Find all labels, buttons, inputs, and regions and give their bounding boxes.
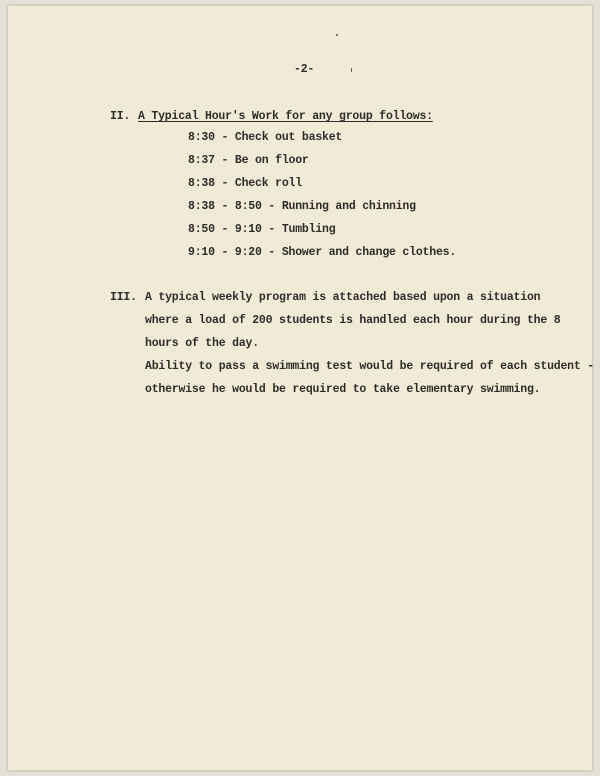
schedule-item: 9:10 - 9:20 - Shower and change clothes. <box>188 246 457 259</box>
paragraph-line: A typical weekly program is attached based upon a situation <box>145 291 541 304</box>
schedule-item: 8:38 - Check roll <box>188 177 302 190</box>
paragraph-line: otherwise he would be required to take elementary swimming. <box>145 383 541 396</box>
paragraph-line: Ability to pass a swimming test would be required of each student - <box>145 360 594 373</box>
paper-speck <box>351 68 352 72</box>
schedule-item: 8:37 - Be on floor <box>188 154 309 167</box>
schedule-item: 8:50 - 9:10 - Tumbling <box>188 223 336 236</box>
paper-speck <box>336 34 338 36</box>
section-ii-heading: A Typical Hour's Work for any group follows: <box>138 110 433 123</box>
schedule-item: 8:38 - 8:50 - Running and chinning <box>188 200 416 213</box>
paragraph-line: hours of the day. <box>145 337 259 350</box>
schedule-item: 8:30 - Check out basket <box>188 131 343 144</box>
section-ii-label: II. <box>110 110 131 123</box>
page-number: -2- <box>294 63 315 76</box>
paragraph-line: where a load of 200 students is handled each hour during the 8 <box>145 314 561 327</box>
section-iii-label: III. <box>110 291 137 304</box>
